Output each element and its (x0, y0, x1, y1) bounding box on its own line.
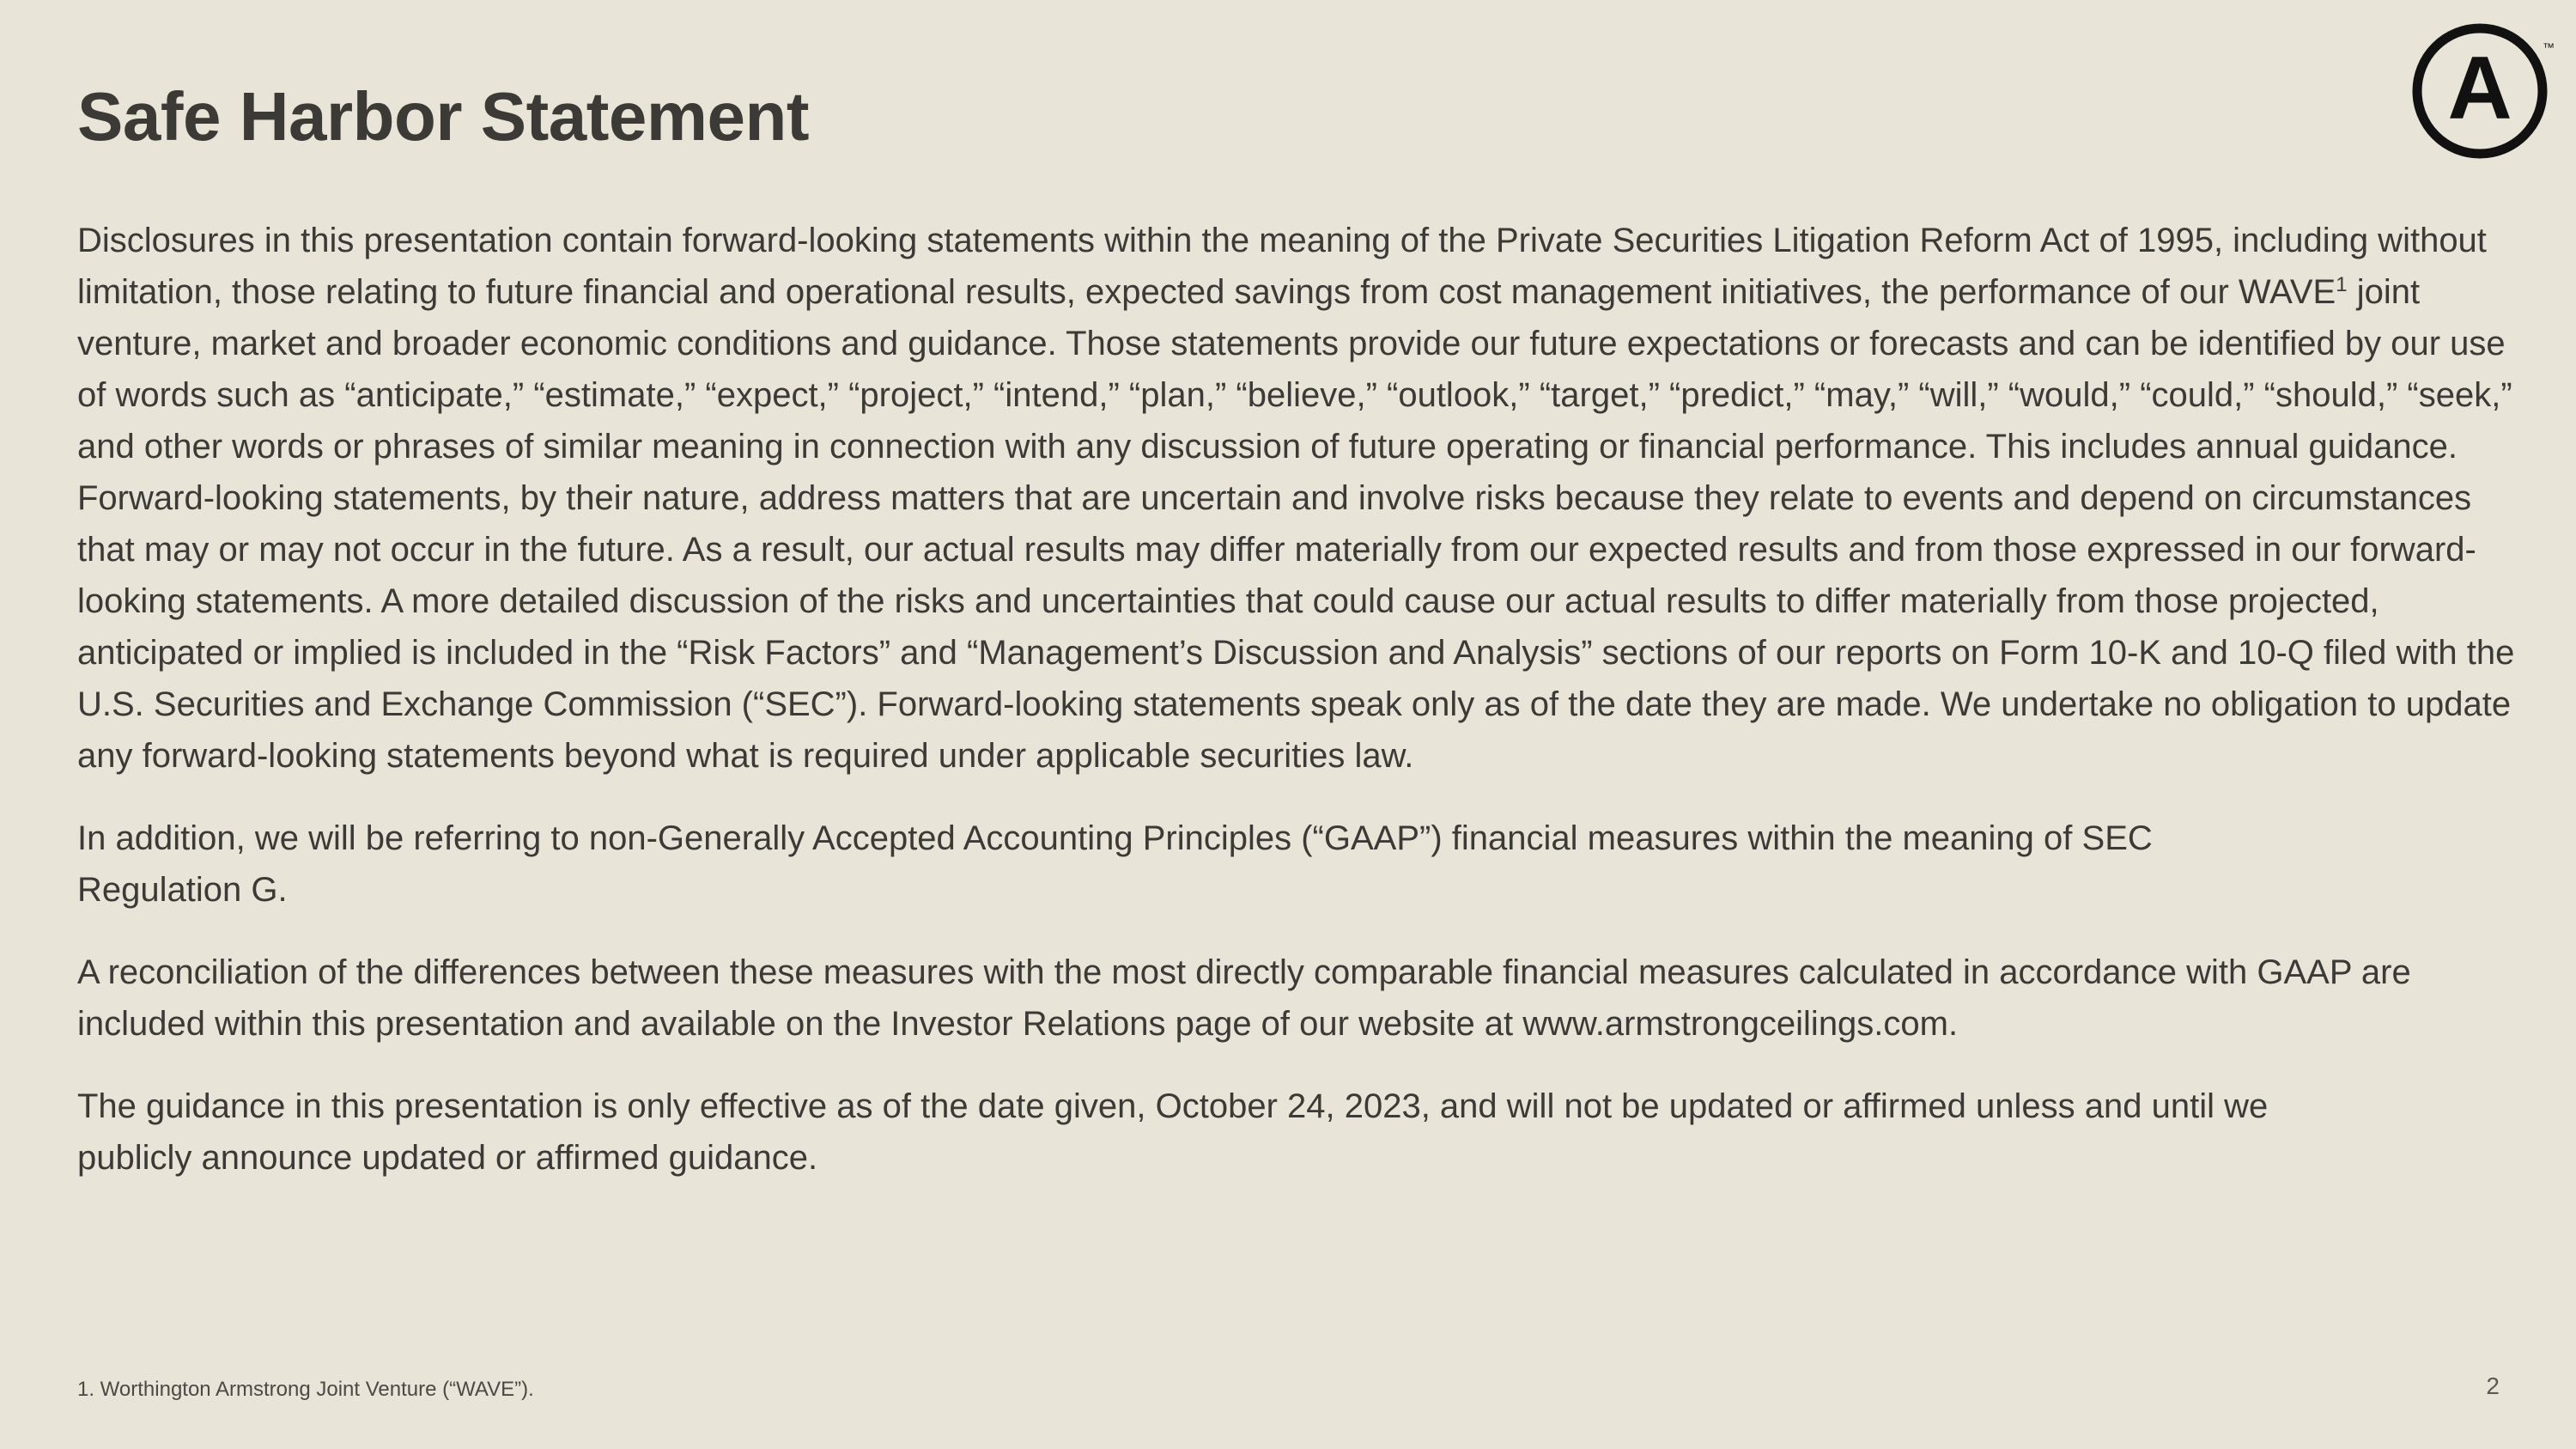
forward-looking-paragraph: Disclosures in this presentation contain forward-looking statements within the meaning of the Private Securities Litigation Reform Act of 1995, including without limitation, those relating to future financial and operational results, expected savings from cost management initiatives, the performance of our WAVE$^1$ joint venture, market and broader economic conditions and guidance. Those statements provide our future expectations or forecasts and can be identified by our use of words such as “anticipate,” “estimate,” “expect,” “project,” “intend,” “plan,” “believe,” “outlook,” “target,” “predict,” “may,” “will,” “would,” “could,” “should,” “seek,” and other words or phrases of similar meaning in connection with any discussion of future operating or financial performance. This includes annual guidance. Forward-looking statements, by their nature, address matters that are uncertain and involve risks because they relate to events and depend on circumstances that may or may not occur in the future. As a result, our actual results may differ materially from our expected results and from those expressed in our forward-looking statements. A more detailed discussion of the risks and uncertainties that could cause our actual results to differ materially from those projected, anticipated or implied is included in the “Risk Factors” and “Management’s Discussion and Analysis” sections of our reports on Form 10-K and 10-Q filed with the U.S. Securities and Exchange Commission (“SEC”). Forward-looking statements speak only as of the date they are made. We undertake no obligation to update any forward-looking statements beyond what is required under applicable securities law. (77, 222, 2515, 775)
guidance-paragraph: The guidance in this presentation is only effective as of the date given, October 24, 2023, and will not be updated or affirmed unless and until we publicly announce updated or affirmed guidance. (77, 1087, 2269, 1177)
page-number: 2 (2486, 1373, 2500, 1399)
armstrong-logo-icon (2411, 19, 2555, 163)
footnote-marker: 1 (2336, 273, 2348, 296)
svg-text:™: ™ (2543, 40, 2555, 54)
disclosure-body (77, 215, 2533, 1215)
reconciliation-paragraph: A reconciliation of the differences between these measures with the most directly comparable financial measures calculated in accordance with GAAP are included within this presentation and available on the Investor Relations page of our website at www.armstrongceilings.com. (77, 953, 2411, 1043)
footnote: 1. Worthington Armstrong Joint Venture (“WAVE”). (77, 1378, 534, 1401)
svg-text:A: A (2447, 39, 2512, 138)
non-gaap-paragraph: In addition, we will be referring to non-Generally Accepted Accounting Principles (“GAAP”) financial measures within the meaning of SEC Regulation G. (77, 819, 2153, 909)
page-title: Safe Harbor Statement (77, 78, 809, 155)
